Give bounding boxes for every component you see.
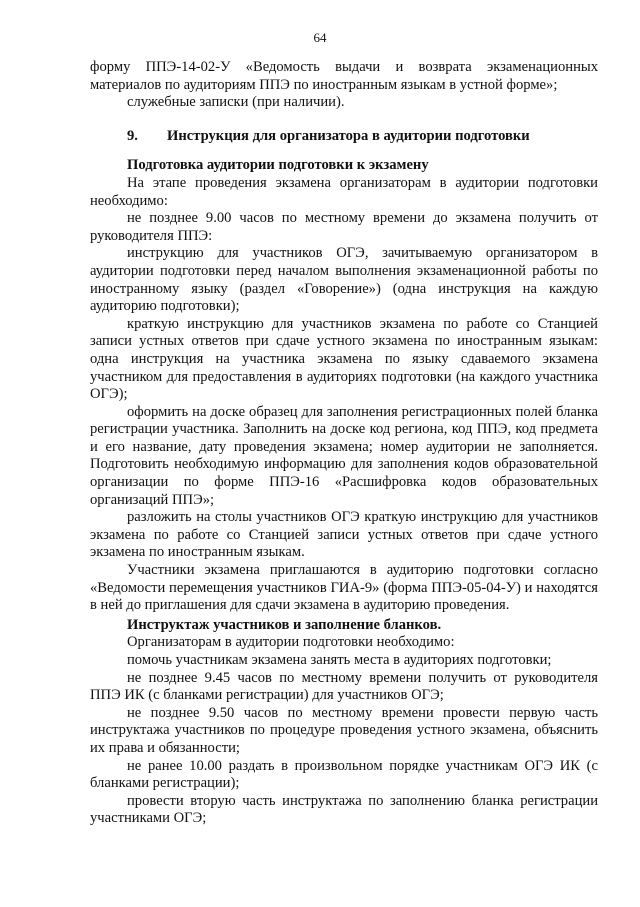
subsection-heading: Подготовка аудитории подготовки к экзамену xyxy=(127,157,429,174)
paragraph: инструкцию для участников ОГЭ, зачитываемую организатором в аудитории подготовки перед началом выполнения экзаменационной работы по иностранному языку (раздел «Говорение») (одна инструкция на каждую аудиторию подготовки); xyxy=(90,245,598,315)
paragraph: не позднее 9.45 часов по местному времени получить от руководителя ППЭ ИК (с бланками регистрации) для участников ОГЭ; xyxy=(90,669,598,704)
paragraph: служебные записки (при наличии). xyxy=(127,94,345,111)
section-number: 9. xyxy=(127,127,138,144)
paragraph: На этапе проведения экзамена организаторам в аудитории подготовки необходимо: xyxy=(90,174,598,209)
paragraph: не ранее 10.00 раздать в произвольном порядке участникам ОГЭ ИК (с бланками регистрации); xyxy=(90,757,598,792)
subsection-heading: Инструктаж участников и заполнение бланков. xyxy=(127,616,442,633)
paragraph: форму ППЭ-14-02-У «Ведомость выдачи и возврата экзаменационных материалов по аудиториям ППЭ по иностранным языкам в устной форме»; xyxy=(90,59,598,93)
section-heading xyxy=(90,128,598,146)
page-number: 64 xyxy=(313,30,327,45)
paragraph: провести вторую часть инструктажа по заполнению бланка регистрации участниками ОГЭ; xyxy=(90,792,598,827)
paragraph: не позднее 9.50 часов по местному времени провести первую часть инструктажа участников по процедуре проведения устного экзамена, объяснить их права и обязанности; xyxy=(90,704,598,756)
document-body xyxy=(90,59,598,828)
paragraph: Организаторам в аудитории подготовки необходимо: xyxy=(127,634,455,651)
paragraph: оформить на доске образец для заполнения регистрационных полей бланка регистрации участника. Заполнить на доске код региона, код ППЭ, код предмета и его название, дату проведения экзамена; номер аудитории не заполняется. Подготовить необходимую информацию для заполнения кодов образовательной организации по форме ППЭ-16 «Расшифровка кодов образовательных организаций ППЭ»; xyxy=(90,403,598,508)
paragraph: разложить на столы участников ОГЭ краткую инструкцию для участников экзамена по работе со Станцией записи устных ответов при сдаче устного экзамена по иностранным языкам. xyxy=(90,509,598,561)
paragraph: Участники экзамена приглашаются в аудиторию подготовки согласно «Ведомости перемещения участников ГИА-9» (форма ППЭ-05-04-У) и находятся в ней до приглашения для сдачи экзамена в аудиторию проведения. xyxy=(90,562,598,614)
paragraph: краткую инструкцию для участников экзамена по работе со Станцией записи устных ответов при сдаче устного экзамена по иностранным языкам: одна инструкция на участника экзамена по языку сдаваемого экзамена участником для предоставления в аудиториях подготовки (на каждого участника ОГЭ); xyxy=(90,315,598,403)
paragraph: помочь участникам экзамена занять места в аудиториях подготовки; xyxy=(127,652,552,668)
paragraph: не позднее 9.00 часов по местному времени до экзамена получить от руководителя ППЭ: xyxy=(90,210,598,244)
section-title: Инструкция для организатора в аудитории подготовки xyxy=(167,127,530,144)
